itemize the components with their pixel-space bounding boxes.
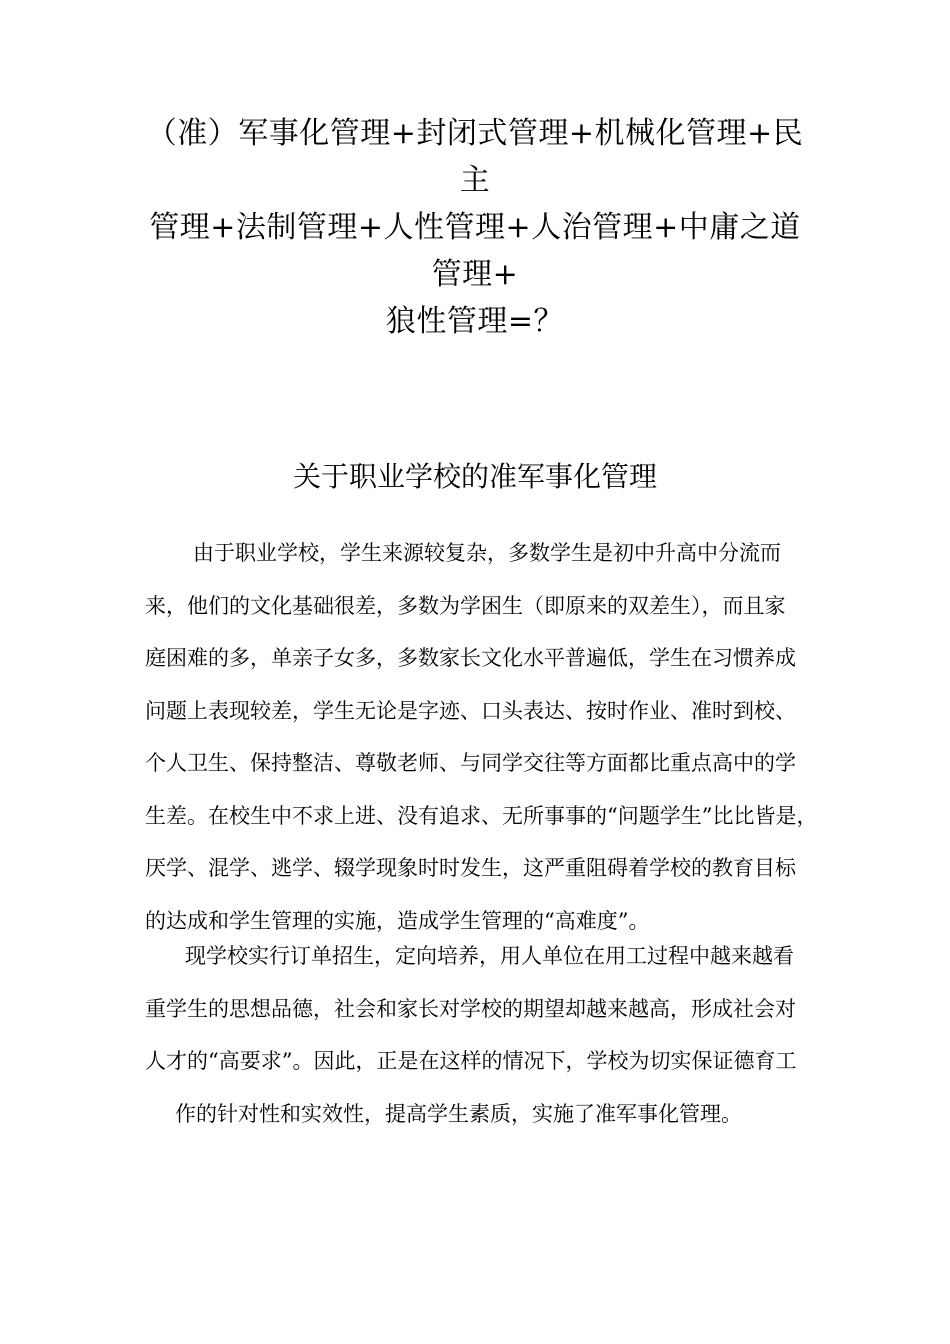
- paragraph-line: 重学生的思想品德，社会和家长对学校的期望却越来越高，形成社会对: [145, 996, 796, 1021]
- paragraph-line: 生差。在校生中不求上进、没有追求、无所事事的“问题学生”比比皆是，: [145, 803, 818, 828]
- paragraph-line: 庭困难的多，单亲子女多，多数家长文化水平普遍低，学生在习惯养成: [145, 646, 796, 670]
- main-title-line: （准）军事化管理+封闭式管理+机械化管理+民主: [146, 116, 804, 198]
- main-title-line: 狼性管理=？: [385, 304, 565, 339]
- body-paragraph-2: [145, 930, 810, 1140]
- paragraph-line: 厌学、混学、逃学、辍学现象时时发生，这严重阻碍着学校的教育目标: [145, 856, 796, 880]
- paragraph-line: 来，他们的文化基础很差，多数为学困生（即原来的双差生），而且家: [145, 593, 786, 618]
- paragraph-line: 人才的“高要求”。因此，正是在这样的情况下，学校为切实保证德育工: [145, 1049, 797, 1073]
- paragraph-line: 作的针对性和实效性，提高学生素质，实施了准军事化管理。: [175, 1101, 742, 1126]
- paragraph-line: 现学校实行订单招生，定向培养，用人单位在用工过程中越来越看: [185, 944, 794, 968]
- main-title: [140, 110, 810, 345]
- paragraph-line: 个人卫生、保持整洁、尊敬老师、与同学交往等方面都比重点高中的学: [145, 751, 796, 775]
- main-title-line: 管理+法制管理+人性管理+人治管理+中庸之道管理+: [149, 210, 801, 292]
- paragraph-line: 问题上表现较差，学生无论是字迹、口头表达、按时作业、准时到校、: [145, 698, 796, 723]
- body-paragraph-1: [145, 527, 818, 947]
- paragraph-line: 由于职业学校，学生来源较复杂，多数学生是初中升高中分流而: [193, 541, 781, 565]
- section-heading: 关于职业学校的准军事化管理: [292, 460, 657, 493]
- paragraph-line: 的达成和学生管理的实施，造成学生管理的“高难度”。: [145, 908, 650, 933]
